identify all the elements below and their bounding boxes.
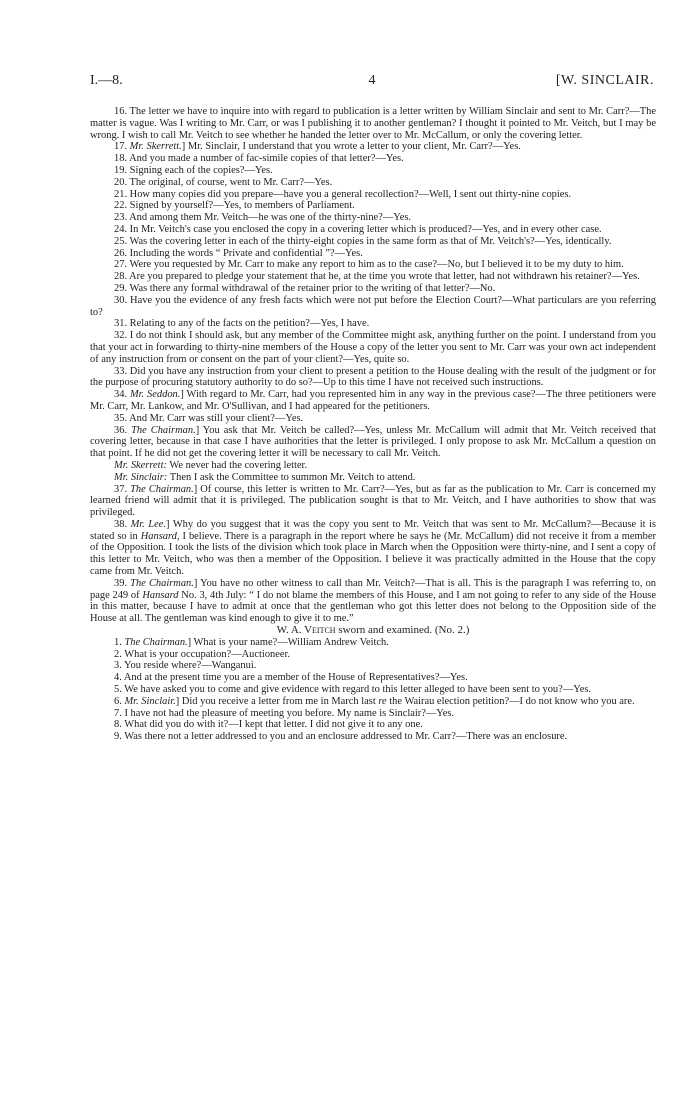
question-35: 35. And Mr. Carr was still your client?—Yes. (114, 412, 304, 424)
veitch-question-9: 9. Was there not a letter addressed to you and an enclosure addressed to Mr. Carr?—There was an enclosure. (114, 731, 568, 743)
speaker: Mr. Sinclair: (114, 471, 168, 483)
question-31: 31. Relating to any of the facts on the petition?—Yes, I have. (114, 318, 370, 330)
question-23: 23. And among them Mr. Veitch—he was one of the thirty-nine?—Yes. (114, 212, 412, 224)
publication-title: Hansard (142, 589, 179, 601)
question-22: 22. Signed by yourself?—Yes, to members of Parliament. (114, 200, 355, 212)
question-26: 26. Including the words “ Private and confidential ”?—Yes. (114, 247, 363, 259)
question-17: 17. Mr. Skerrett.] Mr. Sinclair, I understand that you wrote a letter to your client, Mr. Carr?—Yes. (114, 141, 521, 153)
speaker: The Chairman. (130, 577, 194, 589)
speaker: Mr. Skerrett: (114, 459, 167, 471)
question-30: 30. Have you the evidence of any fresh facts which were not put before the Election Court?—What particulars are you referring to? (90, 294, 656, 318)
document-body (90, 106, 656, 743)
witness-name-header: [W. SINCLAIR. (555, 73, 654, 88)
veitch-question-7: 7. I have not had the pleasure of meeting you before. My name is Sinclair?—Yes. (114, 707, 455, 719)
veitch-question-4: 4. And at the present time you are a member of the House of Representatives?—Yes. (114, 672, 468, 684)
question-37: 37. The Chairman.] Of course, this letter is written to Mr. Carr?—Yes, but as far as the publication to Mr. Carr is concerned my learned friend will admit that it is privileged. The publication sought is that to Mr. Veitch, and I have authorities to show that was privileged. (90, 483, 656, 519)
question-20: 20. The original, of course, went to Mr. Carr?—Yes. (114, 176, 333, 188)
veitch-question-1: 1. The Chairman.] What is your name?—William Andrew Veitch. (114, 636, 389, 648)
page-number: 4 (368, 73, 376, 88)
statement-sinclair: Mr. Sinclair: Then I ask the Committee to summon Mr. Veitch to attend. (114, 471, 416, 483)
speaker: Mr. Lee. (130, 518, 166, 530)
question-16: 16. The letter we have to inquire into with regard to publication is a letter written by William Sinclair and sent to Mr. Carr?—The matter is vague. Was I writing to Mr. Carr, or was I publishing it to another gentleman? I thought it pointed to Mr. Veitch, but I may be wrong. I wish to call Mr. Veitch to see whether he handed the letter over to Mr. McCallum, or only the covering letter. (90, 106, 656, 141)
witness-section-title: W. A. Veitch sworn and examined. (No. 2.) (276, 624, 470, 637)
publication-title: Hansard (140, 530, 177, 542)
question-21: 21. How many copies did you prepare—have you a general recollection?—Well, I sent out thirty-nine copies. (114, 188, 572, 200)
speaker: The Chairman. (131, 424, 196, 436)
veitch-question-3: 3. You reside where?—Wanganui. (114, 660, 257, 672)
question-25: 25. Was the covering letter in each of the thirty-eight copies in the same form as that of Mr. Veitch's?—Yes, identically. (114, 235, 612, 247)
page-header (90, 73, 654, 93)
question-34: 34. Mr. Seddon.] With regard to Mr. Carr, had you represented him in any way in the previous case?—The three petitioners were Mr. Carr, Mr. Lankow, and Mr. O'Sullivan, and I had appeared for the petitioners. (90, 389, 657, 412)
veitch-question-2: 2. What is your occupation?—Auctioneer. (114, 648, 291, 660)
speaker: Mr. Sinclair. (124, 695, 176, 707)
document-reference: I.—8. (90, 73, 123, 88)
question-18: 18. And you made a number of fac-simile copies of that letter?—Yes. (114, 153, 404, 165)
question-38: 38. Mr. Lee.] Why do you suggest that it was the copy you sent to Mr. Veitch that was sent to Mr. McCallum?—Because it is stated so in Hansard, I believe. There is a paragraph in the report where he says he (Mr. McCallum) did not receive it from a member of the Opposition. I took the lists of the division which took place in March when the Opposition were thirty-nine, and I sent a copy of this letter to Mr. Veitch, who was then a member of the Opposition. I believe it was practically admitted in the House that the copy came from Mr. Veitch. (90, 518, 656, 578)
witness-name: W. A. Veitch (276, 624, 336, 637)
statement-skerrett: Mr. Skerrett: We never had the covering letter. (114, 459, 308, 471)
veitch-question-5: 5. We have asked you to come and give evidence with regard to this letter alleged to have been sent to you?—Yes. (114, 684, 592, 696)
speaker: Mr. Skerrett. (129, 141, 182, 153)
veitch-question-8: 8. What did you do with it?—I kept that letter. I did not give it to any one. (114, 719, 423, 731)
veitch-question-6: 6. Mr. Sinclair.] Did you receive a letter from me in March last re the Wairau election petition?—I do not know who you are. (114, 695, 635, 707)
question-27: 27. Were you requested by Mr. Carr to make any report to him as to the case?—No, but I believed it to be my duty to him. (114, 259, 624, 271)
question-24: 24. In Mr. Veitch's case you enclosed the copy in a covering letter which is produced?—Yes, and in every other case. (114, 223, 602, 235)
speaker: The Chairman. (130, 483, 194, 495)
question-39: 39. The Chairman.] You have no other witness to call than Mr. Veitch?—That is all. This is the paragraph I was referring to, on page 249 of Hansard No. 3, 4th July: “ I do not blame the members of this House, and I am not going to refer to any side of the House in this matter, because I have to admit at once that the gentleman who got this letter does not belong to the Opposition side of the House at all. The gentleman was kind enough to give it to me.” (90, 577, 657, 625)
question-28: 28. Are you prepared to pledge your statement that he, at the time you wrote that letter, had not withdrawn his retainer?—Yes. (114, 271, 640, 283)
question-36: 36. The Chairman.] You ask that Mr. Veitch be called?—Yes, unless Mr. McCallum will admit that Mr. Veitch received that covering letter, because in that case I have authorities that the letter is privileged. I only propose to ask Mr. McCallum a question on that point. If he did not get the covering letter it will be necessary to call Mr. Veitch. (90, 424, 656, 460)
question-32: 32. I do not think I should ask, but any member of the Committee might ask, anything further on the point. I understand from you that your act in forwarding to thirty-nine members of the House a copy of the letter you sent to Mr. Carr was your own act independent of any instruction from or consent on the part of your client?—Yes, quite so. (90, 330, 656, 365)
speaker: The Chairman. (124, 636, 188, 648)
speaker: Mr. Seddon. (129, 389, 181, 401)
question-29: 29. Was there any formal withdrawal of the retainer prior to the writing of that letter?—No. (114, 282, 496, 294)
question-19: 19. Signing each of the copies?—Yes. (114, 164, 273, 176)
question-33: 33. Did you have any instruction from your client to present a petition to the House dealing with the result of the judgment or for the purpose of procuring statutory authority to do so?—Up to this time I have not received such instructions. (90, 365, 656, 389)
